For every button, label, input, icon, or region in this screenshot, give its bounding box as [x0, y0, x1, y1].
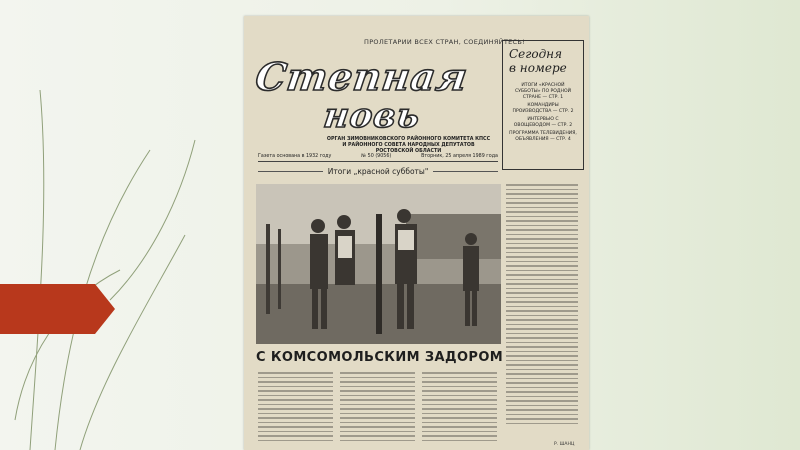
- section-title: Итоги „красной субботы": [327, 167, 429, 176]
- newspaper-organ-text: ОРГАН ЗИМОВНИКОВСКОГО РАЙОННОГО КОМИТЕТА КПСС И РАЙОННОГО СОВЕТА НАРОДНЫХ ДЕПУТАТОВ РОСТОВСКОЙ ОБЛАСТИ: [326, 137, 491, 154]
- text-column-3: [422, 372, 497, 444]
- section-rule-left: [258, 171, 323, 172]
- text-column-2: [340, 372, 415, 444]
- decor-stem-5: [110, 140, 195, 300]
- text-column-1: [258, 372, 333, 444]
- today-box-title: [509, 47, 577, 75]
- newspaper-slogan: ПРОЛЕТАРИИ ВСЕХ СТРАН, СОЕДИНЯЙТЕСЬ!: [364, 38, 526, 46]
- news-photo: [256, 184, 501, 344]
- today-box-title-line2: в номере: [509, 61, 567, 75]
- masthead-title-line1: Степная: [252, 54, 471, 99]
- issue-date: Вторник, 25 апреля 1989 года: [421, 154, 498, 159]
- photo-illustration: [256, 184, 501, 344]
- newspaper-page: [244, 16, 589, 450]
- article-headline: С КОМСОМОЛЬСКИМ ЗАДОРОМ: [256, 350, 504, 365]
- decor-stem-1: [30, 90, 44, 450]
- background-decoration: [0, 0, 260, 450]
- issue-number: № 50 (9056): [361, 154, 392, 159]
- today-box-item: ПРОГРАММА ТЕЛЕВИДЕНИЯ, ОБЪЯВЛЕНИЯ — СТР. 4: [509, 131, 577, 142]
- today-box-items: [509, 83, 577, 143]
- today-box-item: ИНТЕРВЬЮ С ОВОЩЕВОДОМ — СТР. 2: [513, 117, 573, 128]
- founded-text: Газета основана в 1932 году: [258, 154, 332, 159]
- issue-info-bar: [258, 154, 498, 162]
- red-arrow-shape: [0, 284, 115, 334]
- section-rule-right: [433, 171, 498, 172]
- today-box-item: ИТОГИ «КРАСНОЙ СУББОТЫ» ПО РОДНОЙ СТРАНЕ — СТР. 1: [514, 83, 572, 100]
- section-header: [258, 167, 498, 176]
- today-in-issue-box: [502, 40, 584, 170]
- masthead-title-line2: новь: [321, 96, 424, 136]
- today-box-title-line1: Сегодня: [509, 47, 563, 61]
- decor-stem-3: [80, 235, 185, 450]
- text-column-right: [506, 184, 578, 427]
- today-box-item: КОМАНДИРЫ ПРОИЗВОДСТВА — СТР. 2: [512, 103, 574, 114]
- article-signature: Р. ШАНЦ: [554, 442, 575, 447]
